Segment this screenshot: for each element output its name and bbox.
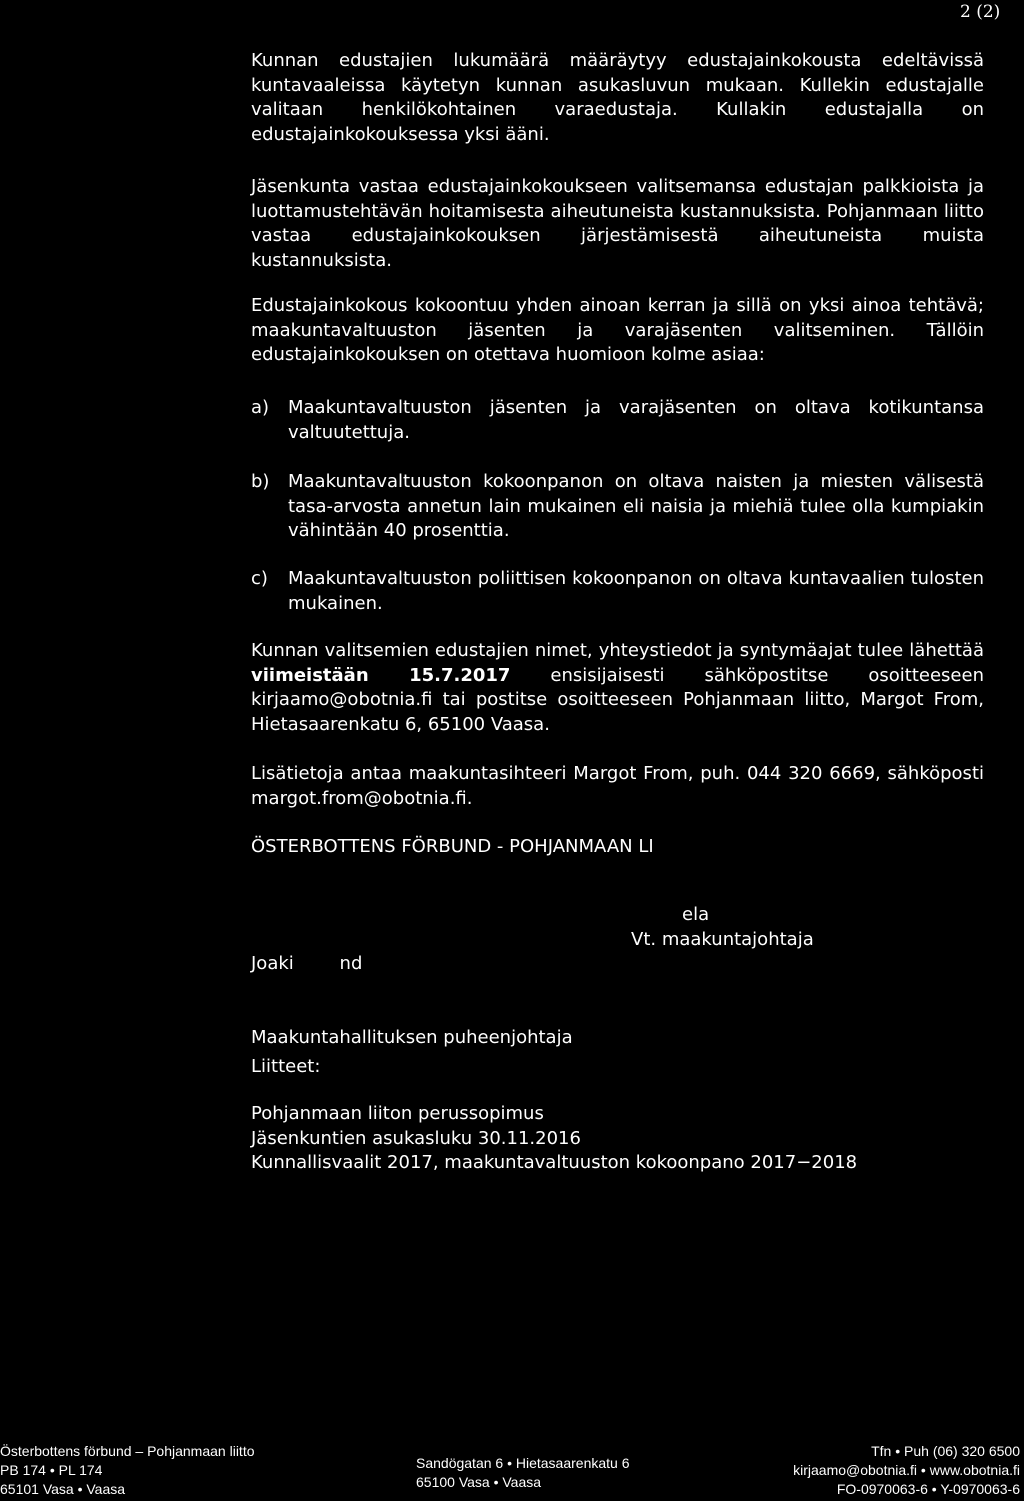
paragraph-assembly: Edustajainkokous kokoontuu yhden ainoan kerran ja sillä on yksi ainoa tehtävä; maakuntavaltuuston jäsenten ja varajäsenten valitseminen. Tällöin edustajainkokouksen on otettava huomioon kolme asiaa: — [251, 295, 984, 365]
footer-line: Tfn • Puh (06) 320 6500 — [871, 1443, 1020, 1459]
paragraph-submission — [251, 639, 984, 737]
signature-right-name: ela — [682, 904, 710, 925]
signature-left-title: Maakuntahallituksen puheenjohtaja — [251, 1026, 573, 1048]
signature-right-title: Vt. maakuntajohtaja — [631, 928, 814, 950]
submission-deadline: viimeistään 15.7.2017 — [251, 664, 511, 686]
list-item-b — [251, 470, 984, 544]
list-marker-a: a) — [251, 397, 270, 418]
attachments-heading: Liitteet: — [251, 1056, 321, 1077]
attachment-item: Kunnallisvaalit 2017, maakuntavaltuuston kokoonpano 2017−2018 — [251, 1152, 858, 1173]
submission-text-start: Kunnan valitsemien edustajien nimet, yhteystiedot ja syntymäajat tulee lähettää — [251, 640, 984, 661]
list-marker-c: c) — [251, 568, 268, 589]
footer-line: 65100 Vasa • Vaasa — [416, 1474, 542, 1490]
footer-line: Österbottens förbund – Pohjanmaan liitto — [0, 1443, 255, 1459]
footer-contact-right — [793, 1442, 1020, 1499]
footer-line: FO-0970063-6 • Y-0970063-6 — [836, 1481, 1020, 1497]
list-item-c — [251, 567, 984, 616]
footer-line: PB 174 • PL 174 — [0, 1462, 103, 1478]
attachments-list — [251, 1102, 857, 1176]
footer-address-center — [416, 1454, 630, 1492]
footer-line: 65101 Vasa • Vaasa — [0, 1481, 126, 1497]
paragraph-representative-count: Kunnan edustajien lukumäärä määräytyy edustajainkokousta edeltävissä kuntavaaleissa käytetyn kunnan asukasluvun mukaan. Kullekin edustajalle valitaan henkilökohtainen varaedustaja. Kullakin edustajalla on edustajainkokouksessa yksi ääni. — [251, 50, 984, 145]
list-text-b: Maakuntavaltuuston kokoonpanon on oltava naisten ja miesten välisestä tasa-arvosta annetun lain mukainen eli naisia ja miehiä tulee olla kumpiakin vähintään 40 prosenttia. — [288, 471, 984, 541]
list-marker-b: b) — [251, 471, 270, 492]
footer-address-left — [0, 1442, 255, 1499]
attachment-item: Jäsenkuntien asukasluku 30.11.2016 — [251, 1127, 581, 1149]
footer-line: kirjaamo@obotnia.fi • www.obotnia.fi — [793, 1462, 1020, 1478]
paragraph-contact-info: Lisätietoja antaa maakuntasihteeri Margot From, puh. 044 320 6669, sähköposti margot.from@obotnia.fi. — [251, 763, 984, 809]
page-number: 2 (2) — [960, 2, 1001, 22]
list-text-a: Maakuntavaltuuston jäsenten ja varajäsenten on oltava kotikuntansa valtuutettuja. — [288, 397, 984, 443]
organization-name: ÖSTERBOTTENS FÖRBUND - POHJANMAAN LI — [251, 836, 654, 857]
attachment-item: Pohjanmaan liiton perussopimus — [251, 1103, 544, 1124]
signature-right — [631, 903, 814, 952]
footer-line: Sandögatan 6 • Hietasaarenkatu 6 — [416, 1455, 630, 1471]
signature-left-name: Joaki nd — [251, 953, 363, 974]
list-item-a — [251, 396, 984, 445]
paragraph-costs: Jäsenkunta vastaa edustajainkokoukseen valitsemansa edustajan palkkioista ja luottamustehtävän hoitamisesta aiheutuneista kustannuksista. Pohjanmaan liitto vastaa edustajainkokouksen järjestämisestä aiheutuneista muista kustannuksista. — [251, 176, 984, 271]
list-text-c: Maakuntavaltuuston poliittisen kokoonpanon on oltava kuntavaalien tulosten mukainen. — [288, 568, 984, 614]
submission-text-end: ensisijaisesti sähköpostitse osoitteeseen kirjaamo@obotnia.fi tai postitse osoitteeseen Pohjanmaan liitto, Margot From, Hietasaarenkatu 6, 65100 Vaasa. — [251, 664, 984, 735]
